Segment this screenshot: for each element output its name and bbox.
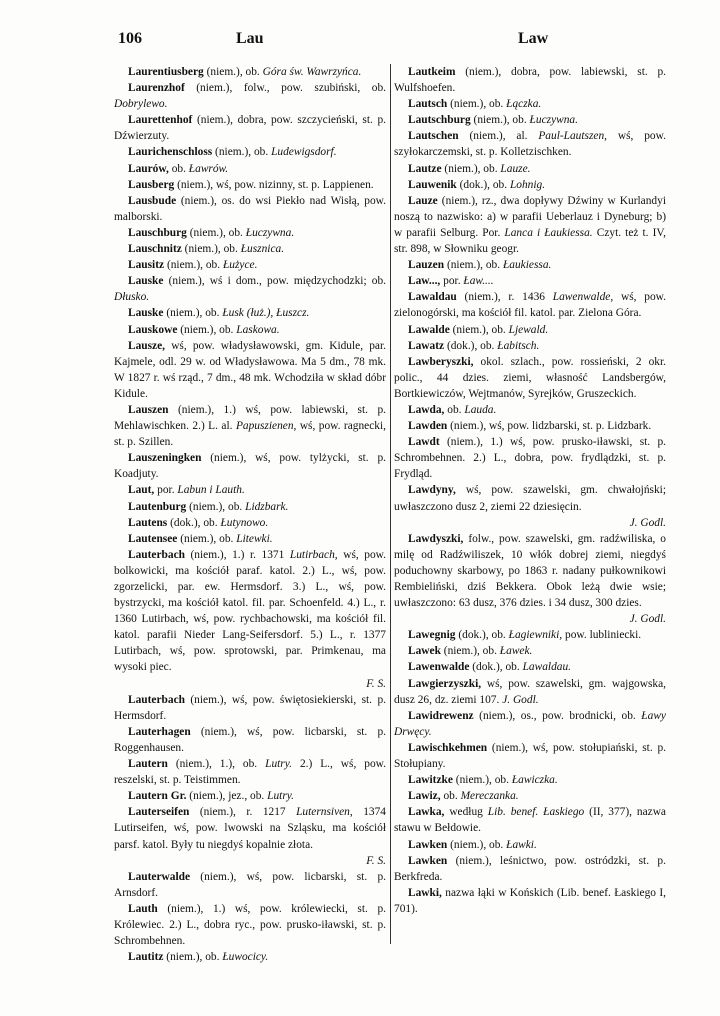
entry-text: (niem.), ob.: [450, 838, 504, 851]
entry-headword: Lautschen: [408, 130, 459, 143]
entry-reference: Ławek.: [499, 645, 533, 658]
entry-reference: Paul-Lautszen,: [538, 130, 608, 143]
entry-reference: Lauda.: [464, 403, 497, 416]
dictionary-entry: [394, 531, 666, 628]
entry-headword: Lautkeim: [408, 66, 456, 78]
entry-headword: Lawka,: [408, 806, 445, 819]
entry-text: ob.: [171, 162, 186, 175]
entry-reference: Papuszienen,: [235, 420, 297, 433]
entry-reference: Łusznica.: [240, 243, 285, 256]
entry-text: (niem.), ob.: [443, 645, 497, 658]
entry-text: wś, pow. władysławowski, gm. Kidule, par. Kajmele, odl. 29 w. od Władysławowa. Ma 5 dm., 78 mk. W 1827 r. wś rząd., 7 dm., 48 mk. Wchodziła w skład dóbr Kidule.: [114, 339, 386, 400]
entry-headword: Lausbude: [128, 194, 177, 207]
left-column: [114, 64, 386, 965]
author-signature: J. Godl.: [629, 613, 666, 626]
dictionary-entry: [114, 547, 386, 692]
entry-text: (niem.), ob.: [166, 259, 221, 272]
entry-text: (niem.), al.: [469, 130, 528, 143]
dictionary-entry: [394, 788, 666, 804]
dictionary-entry: [114, 756, 386, 788]
dictionary-entry: [114, 257, 386, 273]
page-number: 106: [118, 30, 142, 47]
entry-headword: Lauwenik: [408, 178, 457, 191]
entry-headword: Lautschburg: [408, 114, 471, 127]
dictionary-entry: [114, 692, 386, 724]
dictionary-entry: [114, 482, 386, 498]
entry-reference: Luternsiven,: [296, 806, 353, 819]
dictionary-entry: [394, 853, 666, 885]
author-signature: F. S.: [366, 677, 386, 690]
page-header: [118, 30, 678, 52]
entry-headword: Lausberg: [128, 178, 175, 191]
entry-text: por.: [157, 484, 175, 497]
entry-headword: Lawken: [408, 838, 448, 851]
dictionary-entry: [114, 338, 386, 402]
dictionary-entry: [114, 273, 386, 305]
entry-headword: Lauterhagen: [128, 725, 191, 738]
entry-headword: Lauterbach: [128, 548, 185, 561]
entry-text: (niem.), ob.: [180, 532, 234, 545]
entry-headword: Lautern Gr.: [128, 790, 187, 803]
entry-headword: Lauszen: [128, 403, 169, 416]
entry-text: (niem.), os., pow. brodnicki, ob.: [479, 709, 636, 722]
entry-headword: Lawiz,: [408, 790, 441, 803]
entry-reference: Lutirbach,: [289, 548, 338, 561]
entry-text: (niem.), wś i dom., pow. międzychodzki; ob.: [168, 275, 387, 288]
entry-headword: Laurichenschloss: [128, 146, 213, 159]
entry-text: (niem.), r. 1436: [464, 291, 545, 304]
entry-text: (niem.), wś, pow. nizinny, st. p. Lappienen.: [177, 178, 374, 191]
entry-reference: Labun i Lauth.: [177, 484, 245, 497]
entry-headword: Lautensee: [128, 532, 178, 545]
entry-reference: Ław....: [463, 275, 494, 288]
entry-headword: Lauszeningken: [128, 452, 202, 465]
entry-headword: Lautitz: [128, 951, 164, 964]
entry-headword: Lawgierzyszki,: [408, 677, 482, 690]
dictionary-entry: [394, 193, 666, 257]
dictionary-entry: [394, 418, 666, 434]
entry-headword: Lawdyszki,: [408, 532, 464, 545]
entry-reference: Łabitsch.: [497, 339, 540, 352]
entry-headword: Lauske: [128, 275, 164, 288]
dictionary-entry: [394, 177, 666, 193]
entry-headword: Lawegnig: [408, 629, 456, 642]
dictionary-entry: [114, 869, 386, 901]
column-divider: [390, 64, 391, 944]
dictionary-entry: [114, 112, 386, 144]
entry-text: (niem.), ob.: [450, 98, 504, 111]
entry-text-continued: pow. lubliniecki.: [565, 629, 642, 642]
entry-text: (niem.), ob.: [455, 774, 509, 787]
entry-text-continued: wś, pow. ragnecki, st. p. Szillen.: [114, 420, 386, 449]
entry-reference: Łączka.: [506, 98, 542, 111]
entry-reference: Ławiczka.: [511, 774, 558, 787]
entry-text: (niem.), ob.: [473, 114, 527, 127]
entry-headword: Lawda,: [408, 403, 445, 416]
author-signature: J. Godl.: [629, 516, 666, 529]
entry-text: (niem.), ob.: [180, 323, 234, 336]
entry-reference: Litewki.: [236, 532, 273, 545]
entry-text: (niem.), 1.) wś, pow. prusko-iławski, st. p. Schrombehnen. 2.) L., dobra, pow. frydlądzki, st. p. Frydląd.: [394, 436, 666, 481]
dictionary-entry: [114, 531, 386, 547]
entry-reference: Lawenwalde,: [552, 291, 614, 304]
dictionary-entry: [394, 643, 666, 659]
entry-text-continued: (II, 377), nazwa stawu w Bełdowie.: [394, 806, 666, 835]
entry-reference: Laskowa.: [236, 323, 280, 336]
entry-text: (niem.), ob.: [206, 66, 260, 78]
entry-text-continued: 2.) L., wś, pow. reszelski, st. p. Teistimmen.: [114, 758, 386, 787]
entry-headword: Lawalde: [408, 323, 450, 336]
entry-text-continued: 1374 Lutirseifen, wś, pow. lwowski na Szląsku, ma kościół parsf. katol. Były tu niegdyś kopalnie złota.: [114, 806, 386, 851]
entry-text: wś, pow. szawelski, gm. wajgowska, dusz 26, dz. ziemi 107.: [394, 677, 666, 706]
dictionary-entry: [394, 112, 666, 128]
entry-headword: Lautern: [128, 758, 168, 771]
dictionary-entry: [394, 273, 666, 289]
entry-text: (niem.), wś, pow. tylżycki, st. p. Koadjuty.: [114, 452, 386, 481]
entry-headword: Lawdyny,: [408, 484, 456, 497]
entry-text: folw., pow. szawelski, gm. radźwiliska, o milę od Radźwiliszek, 10 włók dobrej ziemi, niegdyś poduchowny skarbowy, po 1863 r. nadany pułkownikowi Rembieliński, dziś Bekkera. Obok leżą dwie wsie; uwłaszczono: 63 dusz, 376 dzies. i 34 dusz, 300 dzies.: [394, 532, 666, 610]
dictionary-entry: [114, 499, 386, 515]
dictionary-entry: [394, 322, 666, 338]
entry-reference: Lutry.: [267, 790, 295, 803]
entry-headword: Lawki,: [408, 886, 442, 899]
dictionary-entry: [394, 289, 666, 321]
entry-headword: Lawaldau: [408, 291, 457, 304]
entry-headword: Lawatz: [408, 339, 445, 352]
entry-headword: Lawberyszki,: [408, 355, 474, 368]
entry-text: (niem.), wś, pow. licbarski, st. p. Roggenhausen.: [114, 725, 386, 754]
entry-text: (niem.), dobra, pow. szczycieński, st. p. Dźwierzuty.: [114, 114, 386, 143]
dictionary-entry: [394, 402, 666, 418]
entry-reference: Łużyce.: [222, 259, 258, 272]
entry-reference: Łaukiessa.: [502, 259, 552, 272]
entry-text: (niem.), rz., dwa dopływy Dźwiny w Kurlandyi noszą to nazwisko: a) w parafii Ueberlauz i Dyneburg; b) w parafii Selburg. Por.: [394, 194, 666, 239]
entry-headword: Lautze: [408, 162, 442, 175]
dictionary-entry: [114, 322, 386, 338]
entry-text: (niem.), folw., pow. szubiński, ob.: [196, 82, 387, 95]
entry-text: ob.: [443, 790, 458, 803]
entry-headword: Lautenburg: [128, 500, 187, 513]
entry-text: (niem.), ob.: [452, 323, 506, 336]
entry-headword: Lauskowe: [128, 323, 178, 336]
entry-text-continued: wś, pow. szyłokarczemski, st. p. Kolletzischken.: [394, 130, 666, 159]
dictionary-entry: [394, 482, 666, 530]
entry-reference: Lanca i Łaukiessa.: [504, 226, 593, 239]
entry-reference: Dłusko.: [114, 291, 150, 304]
entry-text: (niem.), ob.: [166, 951, 220, 964]
entry-headword: Laurów,: [128, 162, 169, 175]
left-running-head: Lau: [236, 30, 264, 47]
entry-reference: Lauze.: [500, 162, 531, 175]
entry-text: (dok.), ob.: [472, 661, 520, 674]
dictionary-entry: [114, 177, 386, 193]
dictionary-entry: [114, 402, 386, 450]
entry-text: (niem.), r. 1217: [199, 806, 286, 819]
entry-reference: Lib. benef. Łaskiego: [487, 806, 585, 819]
dictionary-entry: [114, 161, 386, 177]
entry-headword: Lausze,: [128, 339, 166, 352]
entry-headword: Lawden: [408, 420, 448, 433]
dictionary-entry: [394, 338, 666, 354]
entry-reference: Mereczanka.: [460, 790, 519, 803]
dictionary-entry: [394, 161, 666, 177]
dictionary-entry: [394, 627, 666, 643]
entry-text-continued: Czyt. też t. IV, str. 898, w Słowniku geogr.: [394, 226, 667, 256]
entry-reference: Ławki.: [506, 838, 537, 851]
entry-text: por.: [443, 275, 461, 288]
entry-reference: Góra św. Wawrzyńca.: [262, 66, 362, 78]
entry-headword: Lawek: [408, 645, 441, 658]
entry-reference: Dobrylewo.: [114, 98, 168, 111]
entry-headword: Lawken: [408, 854, 448, 867]
entry-headword: Lauschburg: [128, 226, 187, 239]
entry-reference: Łutynowo.: [220, 516, 269, 529]
entry-headword: Lautens: [128, 516, 168, 529]
dictionary-entry: [394, 772, 666, 788]
dictionary-entry: [114, 80, 386, 112]
entry-text: ob.: [447, 403, 462, 416]
dictionary-entry: [394, 740, 666, 772]
entry-text: (niem.), os. do wsi Piekło nad Wisłą, pow. malborski.: [114, 194, 386, 223]
entry-text: (niem.), 1.) wś, pow. królewiecki, st. p. Królewiec. 2.) L., dobra ryc., pow. prusko-iławski, st. p. Schrombehnen.: [114, 902, 386, 948]
entry-headword: Lauterseifen: [128, 806, 190, 819]
entry-headword: Lauth: [128, 902, 158, 915]
entry-reference: Ludewigsdorf.: [271, 146, 337, 159]
entry-reference: Ławrów.: [188, 162, 229, 175]
entry-reference: Łagiewniki,: [508, 629, 563, 642]
entry-headword: Lauzen: [408, 259, 445, 272]
entry-reference: Lutry.: [265, 758, 293, 771]
entry-reference: J. Godl.: [502, 693, 539, 706]
author-signature: F. S.: [366, 854, 386, 867]
dictionary-entry: [114, 144, 386, 160]
entry-text: nazwa łąki w Końskich (Lib. benef. Łaskiego I, 701).: [394, 886, 666, 915]
entry-reference: Ljewald.: [508, 323, 549, 336]
entry-text: (niem.), wś, pow. świętosiekierski, st. p. Hermsdorf.: [114, 693, 386, 722]
dictionary-entry: [394, 96, 666, 112]
entry-text: (niem.), ob.: [446, 259, 501, 272]
entry-text: (niem.), ob.: [166, 307, 220, 320]
entry-headword: Lawdt: [408, 436, 440, 449]
entry-text: (niem.), jez., ob.: [189, 790, 265, 803]
entry-text: (niem.), 1.), ob.: [175, 758, 258, 771]
dictionary-entry: [114, 804, 386, 868]
dictionary-entry: [114, 788, 386, 804]
dictionary-entry: [114, 901, 386, 949]
entry-headword: Lawitzke: [408, 774, 453, 787]
entry-text: (dok.), ob.: [446, 339, 495, 352]
dictionary-entry: [394, 257, 666, 273]
entry-text: (niem.), wś, pow. lidzbarski, st. p. Lidzbark.: [450, 420, 652, 433]
dictionary-entry: [394, 354, 666, 402]
entry-text: (niem.), ob.: [189, 500, 243, 513]
entry-text: (niem.), wś, pow. stołupiański, st. p. Stołupiany.: [394, 741, 666, 771]
dictionary-entry: [114, 64, 386, 80]
right-column: [394, 64, 666, 917]
entry-headword: Lauterbach: [128, 693, 185, 706]
entry-reference: Łuczywna.: [529, 114, 578, 127]
right-running-head: Law: [518, 30, 549, 47]
entry-text: (niem.), leśnictwo, pow. ostródzki, st. p. Berkfreda.: [394, 854, 666, 883]
entry-headword: Laurenzhof: [128, 82, 185, 95]
entry-reference: Lidzbark.: [245, 500, 289, 513]
entry-reference: Łuwocicy.: [222, 951, 269, 964]
entry-text: (dok.), ob.: [459, 178, 508, 191]
entry-text: (dok.), ob.: [170, 516, 218, 529]
dictionary-entry: [394, 676, 666, 708]
dictionary-entry: [114, 225, 386, 241]
entry-reference: Lohnig.: [509, 178, 546, 191]
entry-headword: Lauske: [128, 307, 164, 320]
entry-headword: Lauschnitz: [128, 243, 182, 256]
dictionary-entry: [394, 708, 666, 740]
entry-text: (niem.), ob.: [215, 146, 269, 159]
dictionary-entry: [114, 305, 386, 321]
dictionary-entry: [394, 64, 666, 96]
entry-headword: Lauze: [408, 194, 438, 207]
dictionary-entry: [114, 241, 386, 257]
dictionary-entry: [114, 724, 386, 756]
entry-text: (niem.), ob.: [189, 226, 243, 239]
entry-headword: Lauterwalde: [128, 870, 191, 883]
dictionary-entry: [114, 515, 386, 531]
dictionary-entry: [114, 193, 386, 225]
entry-text: (niem.), 1.) r. 1371: [190, 548, 285, 561]
entry-text: według: [449, 806, 483, 819]
entry-text: (niem.), ob.: [444, 162, 498, 175]
entry-text: wś, pow. szawelski, gm. chwałojński; uwłaszczono dusz 2, ziemi 22 dziesięcin.: [394, 484, 666, 513]
entry-headword: Lawischkehmen: [408, 741, 488, 754]
dictionary-entry: [394, 837, 666, 853]
dictionary-entry: [394, 659, 666, 675]
entry-text: (niem.), 1.) wś, pow. labiewski, st. p. Mehlawischken. 2.) L. al.: [114, 403, 386, 433]
entry-text: (niem.), dobra, pow. labiewski, st. p. Wulfshoefen.: [394, 66, 666, 95]
entry-headword: Laut,: [128, 484, 155, 497]
entry-headword: Lawenwalde: [408, 661, 470, 674]
dictionary-entry: [394, 434, 666, 482]
entry-headword: Laurentiusberg: [128, 66, 204, 78]
dictionary-entry: [394, 885, 666, 917]
dictionary-entry: [114, 949, 386, 965]
entry-text: (niem.), wś, pow. licbarski, st. p. Arnsdorf.: [114, 870, 386, 899]
entry-reference: Ławy Drwęcy.: [394, 709, 666, 738]
entry-headword: Lawidrewenz: [408, 709, 474, 722]
entry-text-continued: wś, pow. bolkowicki, ma kościół paraf. katol. 2.) L., wś, pow. zgorzelicki, par. ew. Hermsdorf. 3.) L., wś, pow. bystrzycki, ma kościół katol. fil. par. Schoenfeld. 4.) L., r. 1360 Lutirbach, wś, pow. rychbachowski, ma kościół fil. katol. parafii Nieder Lang-Seifersdorf. 5.) L., r. 1377 Lutirbach, wś, pow. sprotowski, par. Primkenau, ma wysoki piec.: [114, 548, 386, 674]
entry-text: okol. szlach., pow. rossieński, 2 okr. polic., 44 dzies. ziemi, własność Landsbergów, Bortkiewiczów, Wejtmanów, Syrejków, Gruszeckich.: [394, 355, 666, 400]
entry-text: (niem.), ob.: [184, 243, 238, 256]
entry-reference: Łuczywna.: [245, 226, 295, 239]
dictionary-entry: [114, 450, 386, 482]
entry-headword: Law...,: [408, 275, 441, 288]
entry-reference: Łusk (łuż.), Łuszcz.: [222, 307, 310, 320]
entry-text-continued: wś, pow. zielonogórski, ma kościół fil. katol. par. Zielona Góra.: [394, 291, 667, 320]
entry-headword: Laurettenhof: [128, 114, 193, 127]
entry-headword: Lautsch: [408, 98, 448, 111]
dictionary-entry: [394, 804, 666, 836]
entry-text: (dok.), ob.: [458, 629, 506, 642]
entry-headword: Lausitz: [128, 259, 165, 272]
dictionary-entry: [394, 128, 666, 160]
entry-reference: Lawaldau.: [522, 661, 571, 674]
